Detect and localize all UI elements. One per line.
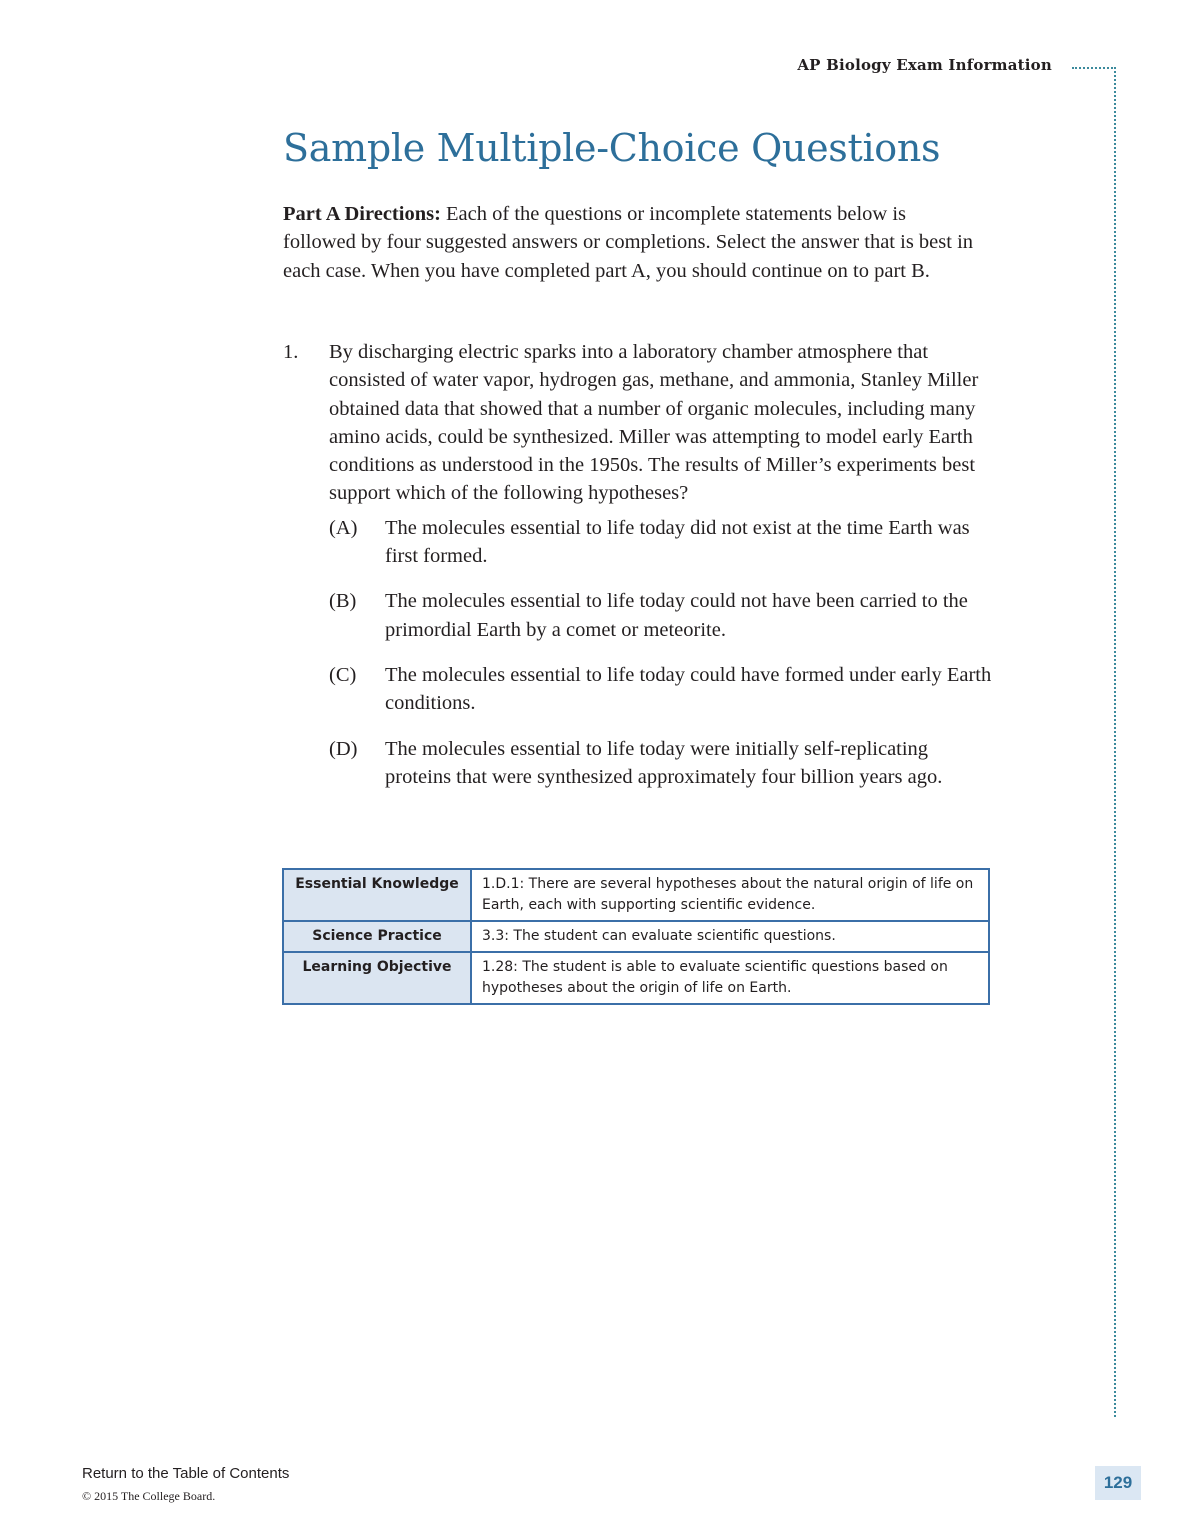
- option-b: [329, 587, 993, 644]
- question-number: 1.: [283, 341, 299, 363]
- row-value: 1.D.1: There are several hypotheses about the natural origin of life on Earth, each with supporting scientific evidence.: [471, 869, 989, 921]
- option-letter: (D): [329, 737, 358, 760]
- option-text: The molecules essential to life today could not have been carried to the primordial Earth by a comet or meteorite.: [385, 590, 968, 641]
- page-number: 129: [1095, 1466, 1141, 1500]
- return-to-toc-link[interactable]: Return to the Table of Contents: [82, 1465, 290, 1482]
- answer-options: [329, 514, 993, 791]
- part-a-directions: [283, 200, 983, 285]
- option-a: [329, 514, 993, 571]
- question-1: [283, 338, 993, 808]
- running-head: AP Biology Exam Information: [797, 56, 1052, 74]
- option-letter: (B): [329, 590, 357, 613]
- row-value: 3.3: The student can evaluate scientific questions.: [471, 921, 989, 952]
- option-d: [329, 735, 993, 792]
- option-c: [329, 661, 993, 718]
- alignment-table: [282, 868, 990, 1005]
- row-label: Learning Objective: [283, 952, 471, 1004]
- option-letter: (A): [329, 516, 358, 539]
- option-text: The molecules essential to life today could have formed under early Earth conditions.: [385, 663, 992, 715]
- row-label: Science Practice: [283, 921, 471, 952]
- table-row: [283, 921, 989, 952]
- table-row: [283, 952, 989, 1004]
- question-stem: By discharging electric sparks into a laboratory chamber atmosphere that consisted of water vapor, hydrogen gas, methane, and ammonia, Stanley Miller obtained data that showed that a number of organic molecules, including many amino acids, could be synthesized. Miller was attempting to model early Earth conditions as understood in the 1950s. The results of Miller’s experiments best support which of the following hypotheses?: [329, 341, 979, 505]
- option-text: The molecules essential to life today were initially self-replicating proteins that were synthesized approximately four billion years ago.: [385, 737, 943, 788]
- directions-lead: Part A Directions:: [283, 203, 441, 225]
- table-row: [283, 869, 989, 921]
- page-title: Sample Multiple-Choice Questions: [283, 126, 941, 170]
- option-text: The molecules essential to life today did not exist at the time Earth was first formed.: [385, 516, 970, 568]
- dotted-rule-horizontal: [1072, 67, 1116, 69]
- row-label: Essential Knowledge: [283, 869, 471, 921]
- row-value: 1.28: The student is able to evaluate scientific questions based on hypotheses about the origin of life on Earth.: [471, 952, 989, 1004]
- dotted-rule-vertical: [1114, 67, 1116, 1417]
- copyright: © 2015 The College Board.: [82, 1489, 216, 1503]
- directions-text: Each of the questions or incomplete statements below is followed by four suggested answers or completions. Select the answer that is best in each case. When you have completed part A, you should continue on to part B.: [283, 203, 974, 282]
- option-letter: (C): [329, 663, 357, 686]
